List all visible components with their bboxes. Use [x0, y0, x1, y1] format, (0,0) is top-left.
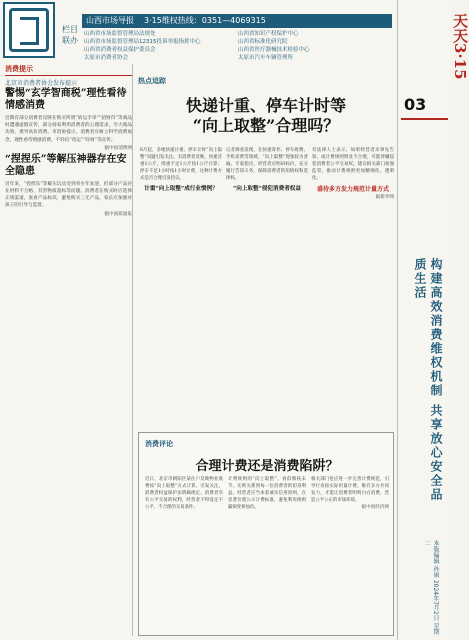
slogan: 构建高效消费维权机制 共享放心安全品质生活	[413, 258, 443, 503]
right-column	[397, 0, 469, 640]
article-source: 据新华网	[375, 195, 394, 201]
paragraph: 8月起，多地快递计重、停车计时“向上取整”问题引发关注。有消费者反映，快递首重1公斤，续重不足1公斤按1公斤计算；停车不足1小时按1小时计费，这种计费方式是否合理引发热议。	[140, 148, 222, 181]
partner-item: 山西省标准化研究院	[238, 39, 288, 45]
section-tag: 消费提示	[5, 64, 132, 76]
main-article-body	[140, 148, 394, 416]
text-column	[311, 477, 389, 627]
commentary-box	[138, 432, 394, 636]
text-column	[140, 148, 222, 416]
article-source: 据中国消费网	[104, 145, 132, 151]
text-column: 近日，北京市朝阳区某住户反映物业收费按“向上取整”方式计算，引发关注。消费者权益保护法明确规定，消费者享有公平交易的权利，经营者不得设定不公平、不合理的交易条件。	[145, 477, 223, 510]
paragraph: 记者调查发现，在快递寄件、停车收费、手机话费等领域，“向上取整”现象较为普遍。专家指出，经营者应明码标价，充分履行告知义务，保障消费者的知情权和选择权。	[226, 148, 308, 181]
partner-item: 山西省消费者权益保护委员会	[84, 47, 156, 53]
main-headline	[138, 96, 394, 136]
partner-item: 山西省市场监督管理局法规处	[84, 31, 156, 37]
article-source: 据中国质量报	[104, 211, 132, 217]
column-title: 天天3·15	[451, 12, 469, 80]
text-column	[312, 148, 394, 416]
main-headline-line1: 快递计重、停车计时等	[185, 96, 346, 115]
article-kicker: 北京市消费者协会发布提示	[5, 80, 78, 87]
article-headline: “捏捏乐”等解压神器存在安全隐患	[5, 153, 127, 177]
header-hotline: 3·15维权热线：0351—4069315	[144, 16, 266, 25]
commentary-body	[145, 477, 389, 627]
main-headline-line2: “向上取整”合理吗？	[192, 116, 340, 135]
section-tag: 消费评论	[145, 440, 173, 448]
page-header	[0, 0, 395, 60]
column-logo	[3, 2, 55, 58]
partner-item: 山西省知识产权保护中心	[238, 31, 299, 37]
article-headline: 警惕“玄学智商税”理性看待情感消费	[5, 88, 127, 111]
subheading: 计重“向上取整”成行业惯例？	[144, 185, 218, 192]
text-column	[226, 148, 308, 416]
left-column	[5, 64, 133, 636]
date-line: 本版编辑 孙丽 2024年7月2日 星期二	[423, 540, 439, 635]
logo-mark-icon	[9, 8, 49, 52]
commentary-headline: 合理计费还是消费陷阱？	[195, 459, 339, 474]
page-number: 03	[404, 95, 427, 114]
paragraph: 有法律人士表示，如果经营者未事先告知，或计费规则明显不合理，可能涉嫌侵犯消费者公平交易权。建议相关部门加强监管，推动计费规则更加精细化、透明化。	[312, 148, 394, 181]
partner-item: 山西省医疗器械技术检验中心	[238, 47, 310, 53]
article-body: 近年来，“捏捏乐”等解压玩具受到青少年欢迎，但部分产品存在材料不合格、有害物质超标等问题。消费者在购买时应选择正规渠道，查看产品标识，避免购买三无产品，家长应加强对孩子的引导与监督。	[5, 181, 132, 209]
section-tag: 热点追踪	[138, 77, 166, 85]
article-source: 据中国经济网	[361, 504, 389, 510]
partner-item: 山西省市场监督管理局12315投诉举报指挥中心	[84, 39, 201, 45]
header-bar	[82, 14, 392, 28]
header-bar-title: 山西市场导报	[86, 16, 134, 25]
subheading: 盛待多方发力规范计量方式	[316, 185, 389, 193]
partner-list	[84, 30, 392, 62]
partner-item: 太原市汽车车辆管理所	[238, 55, 294, 61]
lanmu-label: 栏目联办	[62, 25, 78, 45]
subheading: “向上取整”侵犯消费者权益	[233, 185, 301, 192]
partner-item: 太原市消费者协会	[84, 55, 129, 61]
divider	[401, 118, 448, 120]
article-body: 近期有部分消费者反映在购买所谓“转运手串”“招财符”等商品时遭遇虚假宣传，部分商家利用消费者的心理需求，夸大商品功效，诱导高价消费。市消协提示，消费者应树立科学消费观念，理性看待情感消费，不轻信“改运”“旺财”等宣传。	[5, 116, 132, 143]
text-column: 计费规则的“向上取整”，看似细枝末节，实则关系到每一位消费者的切身利益。经营者应当本着诚实信用原则，在显著位置公示计费标准，避免利用规则漏洞变相加价。	[228, 477, 306, 510]
paragraph: 相关部门也应进一步完善计费规范，引导行业按实际用量计费。唯有多方共同发力，才能让消费者明明白白消费，营造公平公正的市场环境。	[311, 477, 389, 503]
